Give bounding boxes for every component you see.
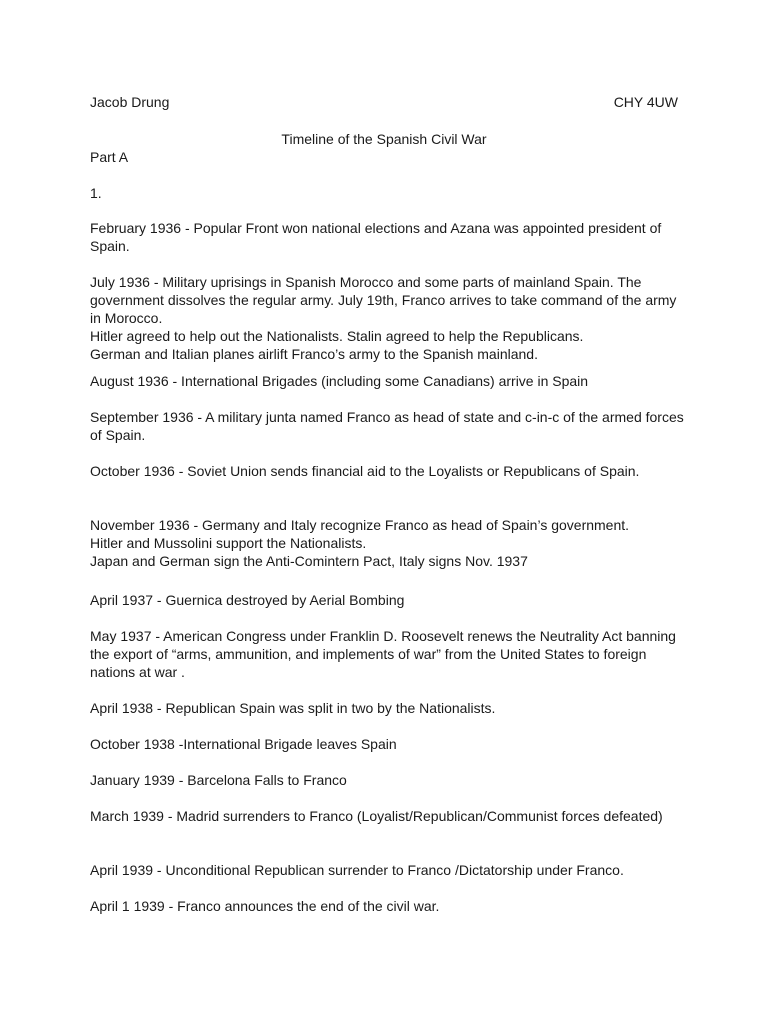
timeline-entry <box>90 273 690 363</box>
course-code: CHY 4UW <box>613 94 678 110</box>
timeline-entry-line: March 1939 - Madrid surrenders to Franco (Loyalist/Republican/Communist forces defeated) <box>90 808 663 824</box>
timeline-entry-line: October 1938 -International Brigade leaves Spain <box>90 736 397 752</box>
timeline-entry <box>90 699 690 717</box>
document-title: Timeline of the Spanish Civil War <box>281 131 487 147</box>
timeline-entry <box>90 516 690 570</box>
part-label: Part A <box>90 149 129 165</box>
timeline-entry-line: September 1936 - A military junta named Franco as head of state and c-in-c of the armed forces of Spain. <box>90 409 684 443</box>
author-name: Jacob Drung <box>90 94 170 110</box>
timeline-entry <box>90 372 690 390</box>
timeline-entry-line: May 1937 - American Congress under Franklin D. Roosevelt renews the Neutrality Act banning the export of “arms, ammunition, and implements of war” from the United States to foreign nations at war . <box>90 628 676 680</box>
timeline-entry <box>90 219 690 255</box>
timeline-entry-line: January 1939 - Barcelona Falls to Franco <box>90 772 347 788</box>
timeline-entry-line: Japan and German sign the Anti-Comintern Pact, Italy signs Nov. 1937 <box>90 553 528 569</box>
timeline-entry-line: November 1936 - Germany and Italy recognize Franco as head of Spain’s government. <box>90 517 630 533</box>
timeline-entry-line: Hitler agreed to help out the Nationalists. Stalin agreed to help the Republicans. <box>90 328 584 344</box>
timeline-entry-line: April 1937 - Guernica destroyed by Aerial Bombing <box>90 592 405 608</box>
timeline-entry-line: August 1936 - International Brigades (including some Canadians) arrive in Spain <box>90 373 589 389</box>
timeline-entry <box>90 807 690 825</box>
timeline-entry <box>90 861 690 879</box>
timeline-entry <box>90 897 690 915</box>
timeline-entry <box>90 408 690 444</box>
timeline-entry-line: October 1936 - Soviet Union sends financial aid to the Loyalists or Republicans of Spain. <box>90 463 640 479</box>
timeline-entry <box>90 735 690 753</box>
timeline-entry <box>90 591 690 609</box>
timeline-entry-line: German and Italian planes airlift Franco’s army to the Spanish mainland. <box>90 346 538 362</box>
header-row <box>90 93 678 111</box>
timeline-entry-line: Hitler and Mussolini support the Nationalists. <box>90 535 367 551</box>
timeline-entry-line: April 1938 - Republican Spain was split in two by the Nationalists. <box>90 700 496 716</box>
timeline-entry-line: February 1936 - Popular Front won national elections and Azana was appointed president of Spain. <box>90 220 662 254</box>
timeline-entry-line: April 1939 - Unconditional Republican surrender to Franco /Dictatorship under Franco. <box>90 862 624 878</box>
timeline-entry <box>90 627 690 681</box>
question-number: 1. <box>90 185 102 201</box>
timeline-entry <box>90 771 690 789</box>
timeline-entry <box>90 462 690 480</box>
timeline-entry-line: April 1 1939 - Franco announces the end of the civil war. <box>90 898 440 914</box>
timeline-entry-line: July 1936 - Military uprisings in Spanish Morocco and some parts of mainland Spain. The government dissolves the regular army. July 19th, Franco arrives to take command of the army in Morocco. <box>90 274 677 326</box>
